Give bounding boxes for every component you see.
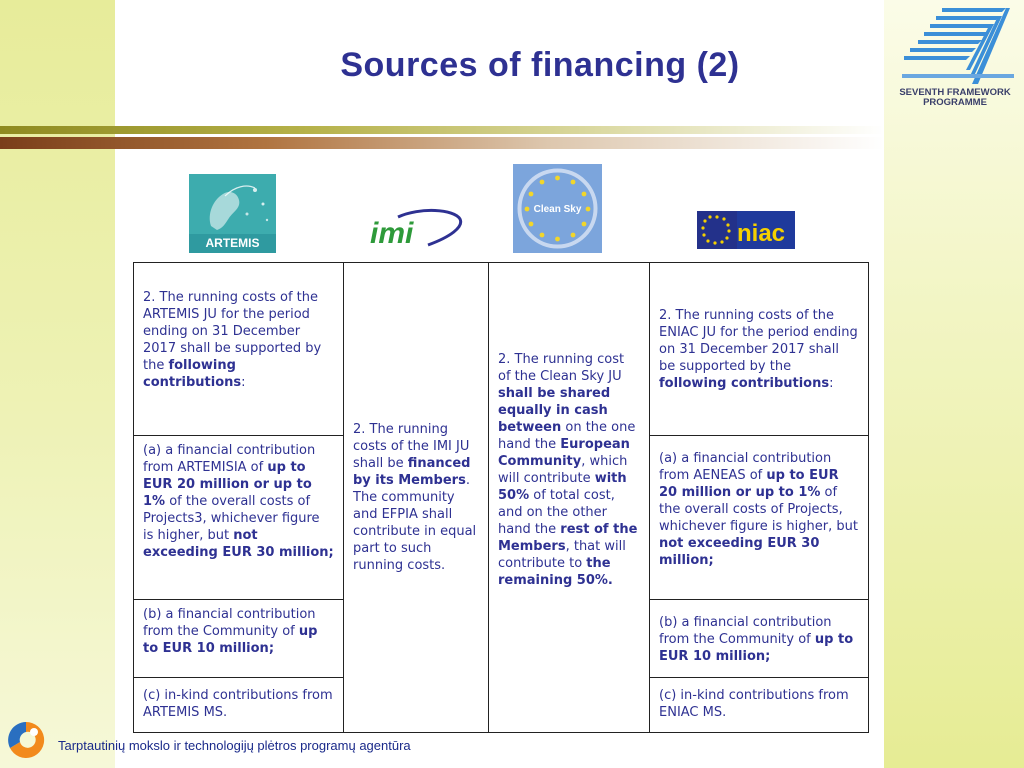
eniac-c-cell: (c) in-kind contributions from ENIAC MS. bbox=[650, 678, 869, 733]
eniac-b-cell: (b) a financial contribution from the Community of up to EUR 10 million; bbox=[650, 600, 869, 678]
cleansky-cell: 2. The running cost of the Clean Sky JU shall be shared equally in cash between on the one hand the European Community, which will contribute with 50% of total cost, and on the other hand the rest of the Members, that will contribute to the remaining 50%. bbox=[489, 263, 650, 733]
artemis-logo-text: ARTEMIS bbox=[205, 236, 260, 250]
eniac-a-cell: (a) a financial contribution from AENEAS of up to EUR 20 million or up to 1% of the overall costs of Projects, whichever figure is higher, but not exceeding EUR 30 million; bbox=[650, 436, 869, 600]
artemis-c-cell: (c) in-kind contributions from ARTEMIS MS. bbox=[134, 678, 344, 733]
header-stripe-brown bbox=[0, 137, 884, 149]
artemis-intro-cell: 2. The running costs of the ARTEMIS JU for the period ending on 31 December 2017 shall be supported by the following contributions: bbox=[134, 263, 344, 436]
agency-logo-icon bbox=[6, 720, 46, 760]
artemis-b-cell: (b) a financial contribution from the Community of up to EUR 10 million; bbox=[134, 600, 344, 678]
cleansky-logo bbox=[513, 164, 602, 253]
footer-agency-name: Tarptautinių mokslo ir technologijų plėtros programų agentūra bbox=[58, 738, 411, 753]
imi-cell: 2. The running costs of the IMI JU shall be financed by its Members. The community and EFPIA shall contribute in equal part to such running costs. bbox=[344, 263, 489, 733]
niac-logo-text: niac bbox=[737, 220, 786, 247]
eniac-intro-cell: 2. The running costs of the ENIAC JU for the period ending on 31 December 2017 shall be supported by the following contributions: bbox=[650, 263, 869, 436]
artemis-a-cell: (a) a financial contribution from ARTEMISIA of up to EUR 20 million or up to 1% of the overall costs of Projects3, whichever figure is higher, but not exceeding EUR 30 million; bbox=[134, 436, 344, 600]
artemis-logo bbox=[189, 174, 276, 253]
left-decor-band bbox=[0, 0, 115, 768]
imi-logo-text: imi bbox=[370, 217, 414, 250]
fp7-seven-icon bbox=[902, 4, 1014, 86]
fp7-label-line1: SEVENTH FRAMEWORK bbox=[899, 87, 1011, 98]
niac-logo bbox=[697, 211, 795, 249]
fp7-logo bbox=[892, 4, 1018, 110]
header-stripe-olive bbox=[0, 126, 884, 134]
slide-title: Sources of financing (2) bbox=[340, 46, 740, 84]
fp7-label-line2: PROGRAMME bbox=[923, 97, 987, 108]
financing-table bbox=[133, 262, 869, 733]
cleansky-logo-text: Clean Sky bbox=[533, 204, 582, 215]
imi-logo bbox=[368, 205, 464, 255]
right-decor-band bbox=[884, 0, 1024, 768]
